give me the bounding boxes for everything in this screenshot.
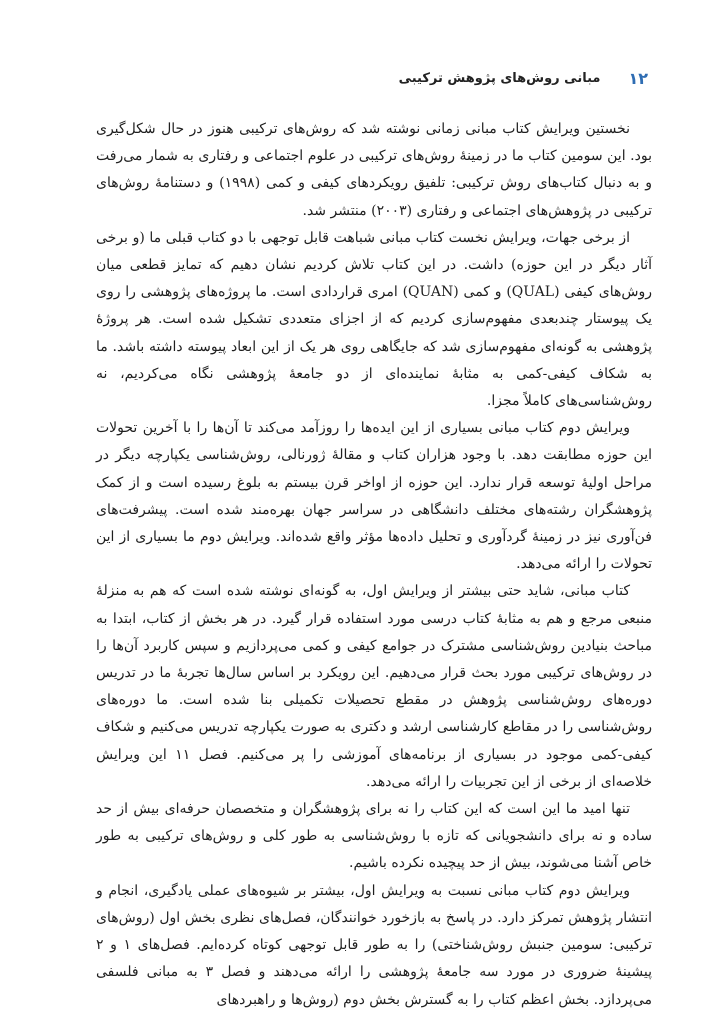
page-header [96,64,648,92]
running-title: مبانی روش‌های پژوهش ترکیبی [398,70,601,86]
paragraph: تنها امید ما این است که این کتاب را نه برای پژوهشگران و متخصصان حرفه‌ای بیش از حد ساده و نه برای دانشجویانی که تازه با روش‌شناسی به طور کلی و روش‌های ترکیبی به طور خاص آشنا می‌شوند، بیش از حد پیچیده نکرده باشیم. [96,801,652,872]
paragraph: از برخی جهات، ویرایش نخست کتاب مبانی شباهت قابل توجهی با دو کتاب قبلی ما (و برخی آثار دیگر در این حوزه) داشت. در این کتاب تلاش کردیم نشان دهیم که تمایز قطعی میان روش‌های کیفی (QUAL) و کمی (QUAN) امری قراردادی است. ما پروژه‌های پژوهشی را روی یک پیوستار چندبعدی مفهوم‌سازی کردیم که از اجزای متعددی تشکیل شده است. هر پروژهٔ پژوهشی به گونه‌ای مفهوم‌سازی شد که جایگاهی روی هر یک از این ابعاد پیوسته داشته باشد. ما به شکاف کیفی-کمی به مثابهٔ نماینده‌ای از دو جامعهٔ پژوهشی نگاه می‌کردیم، نه روش‌شناسی‌های کاملاً مجزا. [96,229,652,410]
paragraph: ویرایش دوم کتاب مبانی نسبت به ویرایش اول، بیشتر بر شیوه‌های عملی یادگیری، انجام و انتشار پژوهش تمرکز دارد. در پاسخ به بازخورد خوانندگان، فصل‌های نظری بخش اول (روش‌های ترکیبی: سومین جنبش روش‌شناختی) را به طور قابل توجهی کوتاه کرده‌ایم. فصل‌های ۱ و ۲ پیشینهٔ ضروری در مورد سه جامعهٔ پژوهشی را ارائه می‌دهند و فصل ۳ به مبانی فلسفی می‌پردازد. بخش اعظم کتاب را به گسترش بخش دوم (روش‌ها و راهبردهای [96,882,652,1008]
paragraph: نخستین ویرایش کتاب مبانی زمانی نوشته شد که روش‌های ترکیبی هنوز در حال شکل‌گیری بود. این سومین کتاب ما در زمینهٔ روش‌های ترکیبی در علوم اجتماعی و رفتاری به شمار می‌رفت و به دنبال کتاب‌های روش ترکیبی: تلفیق رویکردهای کیفی و کمی (۱۹۹۸) و دستنامهٔ روش‌های ترکیبی در پژوهش‌های اجتماعی و رفتاری (۲۰۰۳) منتشر شد. [96,121,652,219]
paragraph: کتاب مبانی، شاید حتی بیشتر از ویرایش اول، به گونه‌ای نوشته شده است که هم به منزلهٔ منبعی مرجع و هم به مثابهٔ کتاب درسی مورد استفاده قرار گیرد. در هر بخش از کتاب، ابتدا به مباحث بنیادین روش‌شناسی مشترک در جوامع کیفی و کمی می‌پردازیم و سپس کاربرد آن‌ها را در روش‌های ترکیبی مورد بحث قرار می‌دهیم. این رویکرد بر اساس سال‌ها تجربهٔ ما در تدریس دوره‌های روش‌شناسی پژوهش در مقطع تحصیلات تکمیلی بنا شده است. ما دوره‌های روش‌شناسی را در مقاطع کارشناسی ارشد و دکتری به صورت یکپارچه تدریس می‌کنیم و شکاف کیفی-کمی موجود در بسیاری از برنامه‌های آموزشی را پر می‌کنیم. فصل ۱۱ این ویرایش خلاصه‌ای از برخی از این تجربیات را ارائه می‌دهد. [96,583,652,790]
body-text [96,116,652,1014]
page-number: ۱۲ [628,68,648,88]
paragraph: ویرایش دوم کتاب مبانی بسیاری از این ایده‌ها را روزآمد می‌کند تا آن‌ها را با آخرین تحولات این حوزه مطابقت دهد. با وجود هزاران کتاب و مقالهٔ ژورنالی، روش‌شناسی یکپارچه دیگر در مراحل اولیهٔ توسعه قرار ندارد. این حوزه از اواخر قرن بیستم به بلوغ رسیده است و از کمک پژوهشگران رشته‌های مختلف دانشگاهی در سراسر جهان بهره‌مند شده است. پیشرفت‌های فن‌آوری نیز در زمینهٔ گردآوری و تحلیل داده‌ها مؤثر واقع شده‌اند. ویرایش دوم ما بسیاری از این تحولات را ارائه می‌دهد. [96,420,652,573]
